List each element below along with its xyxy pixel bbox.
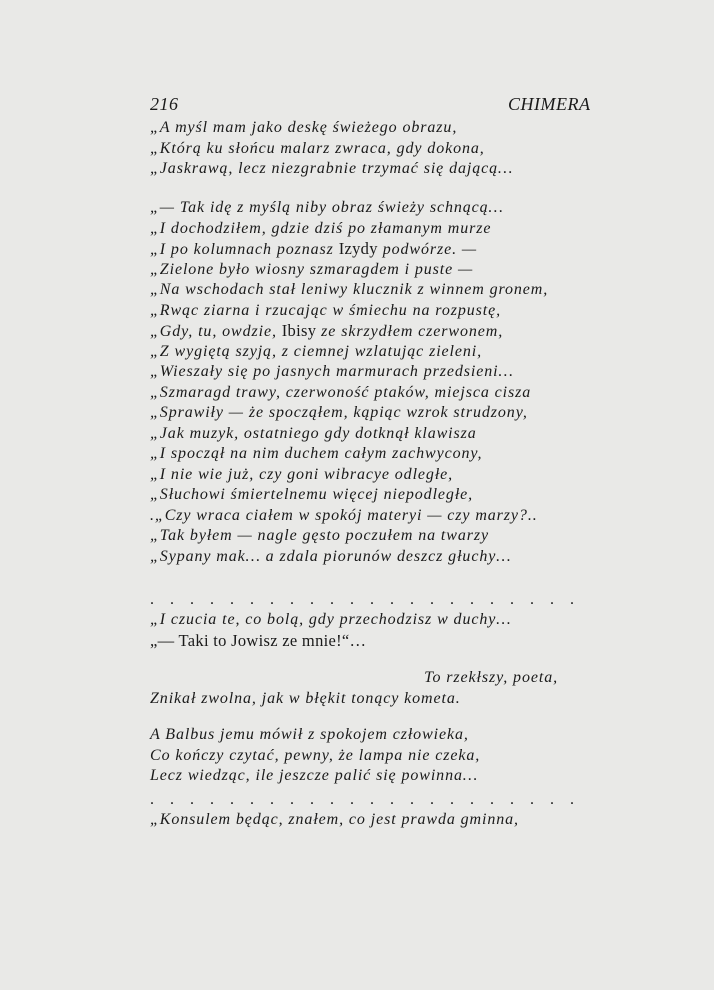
verse-line: [150, 810, 620, 831]
verse-line: [150, 746, 620, 767]
italic-text: Znikał zwolna, jak w błękit tonący kometa.: [150, 689, 461, 707]
verse-line: [150, 610, 620, 631]
verse-line: [150, 118, 620, 139]
italic-text: „Konsulem będąc, znałem, co jest prawda gminna,: [150, 811, 519, 828]
verse-line: [150, 424, 620, 445]
verse-line: [150, 506, 620, 527]
italic-text: „Rwąc ziarna i rzucając w śmiechu na rozpustę,: [150, 301, 502, 319]
verse-line: [150, 362, 620, 383]
verse-line: [150, 321, 620, 342]
italic-text: „Sypany mak… a zdala piorunów deszcz głuchy…: [150, 547, 512, 565]
roman-text: Ibisy: [281, 321, 317, 340]
italic-text: To rzekłszy, poeta,: [424, 669, 558, 686]
roman-text: „— Taki to Jowisz ze mnie!“…: [150, 630, 367, 650]
italic-text: „Gdy, tu, owdzie,: [150, 323, 282, 340]
italic-text: „Tak byłem — nagle gęsto poczułem na twarzy: [150, 527, 489, 544]
stanza-2: [150, 198, 620, 567]
verse-line: [150, 444, 620, 465]
verse-line: [150, 465, 620, 486]
italic-text: „Sprawiły — że spocząłem, kąpiąc wzrok strudzony,: [150, 404, 528, 421]
italic-text: „Słuchowi śmiertelnemu więcej niepodległe,: [150, 486, 474, 503]
verse-line: [150, 139, 620, 160]
italic-text: Co kończy czytać, pewny, że lampa nie czeka,: [150, 746, 481, 764]
italic-text: „Szmaragd trawy, czerwoność ptaków, miejsca cisza: [150, 383, 532, 401]
italic-text: „Zielone było wiosny szmaragdem i puste —: [150, 260, 474, 278]
running-title: CHIMERA: [508, 94, 591, 114]
italic-text: „I po kolumnach poznasz: [150, 241, 339, 258]
italic-text: „Z wygiętą szyją, z ciemnej wzlatując zieleni,: [150, 342, 483, 360]
stanza-1: [150, 118, 620, 180]
italic-text: „I spoczął na nim duchem całym zachwycony,: [150, 445, 483, 462]
verse-line: [150, 689, 620, 710]
stanza-6: [150, 810, 620, 831]
italic-text: „I czucia te, co bolą, gdy przechodzisz w duchy…: [150, 611, 512, 628]
italic-text: „A myśl mam jako deskę świeżego obrazu,: [150, 119, 458, 136]
verse-line: [150, 668, 620, 689]
verse-line: [150, 342, 620, 363]
italic-text: „I nie wie już, czy goni wibracye odległe,: [150, 465, 454, 483]
verse-line: [150, 159, 620, 180]
italic-text: „Wieszały się po jasnych marmurach przedsieni…: [150, 363, 514, 380]
italic-text: .„Czy wraca ciałem w spokój materyi — czy marzy?..: [150, 506, 538, 524]
italic-text: „Jak muzyk, ostatniego gdy dotknął klawisza: [150, 424, 477, 442]
italic-text: ze skrzydłem czerwonem,: [316, 323, 504, 340]
italic-text: „Którą ku słońcu malarz zwraca, gdy dokona,: [150, 139, 485, 157]
italic-text: podwórze. —: [377, 241, 478, 258]
stanza-4: [150, 668, 620, 709]
italic-text: A Balbus jemu mówił z spokojem człowieka,: [150, 726, 469, 743]
roman-text: Izydy: [338, 239, 378, 258]
verse-line: [150, 547, 620, 568]
verse-line: [150, 526, 620, 547]
verse-line: [150, 631, 620, 652]
verse-line: [150, 280, 620, 301]
verse-line: [150, 301, 620, 322]
page-number: 216: [150, 94, 179, 114]
verse-line: [150, 725, 620, 746]
verse-line: [150, 239, 620, 260]
stanza-3: [150, 610, 620, 651]
ellipsis-row: . . . . . . . . . . . . . . . . . . . . . .: [150, 791, 574, 808]
verse-line: [150, 383, 620, 404]
italic-text: „— Tak idę z myślą niby obraz świeży schnącą…: [150, 199, 504, 216]
stanza-5: [150, 725, 620, 787]
verse-line: [150, 766, 620, 787]
italic-text: Lecz wiedząc, ile jeszcze palić się powinna…: [150, 767, 479, 784]
verse-line: [150, 198, 620, 219]
italic-text: „I dochodziłem, gdzie dziś po złamanym murze: [150, 219, 492, 237]
verse-line: [150, 485, 620, 506]
italic-text: „Jaskrawą, lecz niezgrabnie trzymać się dającą…: [150, 160, 514, 177]
verse-line: [150, 403, 620, 424]
ellipsis-row: . . . . . . . . . . . . . . . . . . . . . .: [150, 591, 574, 608]
verse-line: [150, 219, 620, 240]
verse-line: [150, 260, 620, 281]
italic-text: „Na wschodach stał leniwy klucznik z winnem gronem,: [150, 281, 549, 298]
